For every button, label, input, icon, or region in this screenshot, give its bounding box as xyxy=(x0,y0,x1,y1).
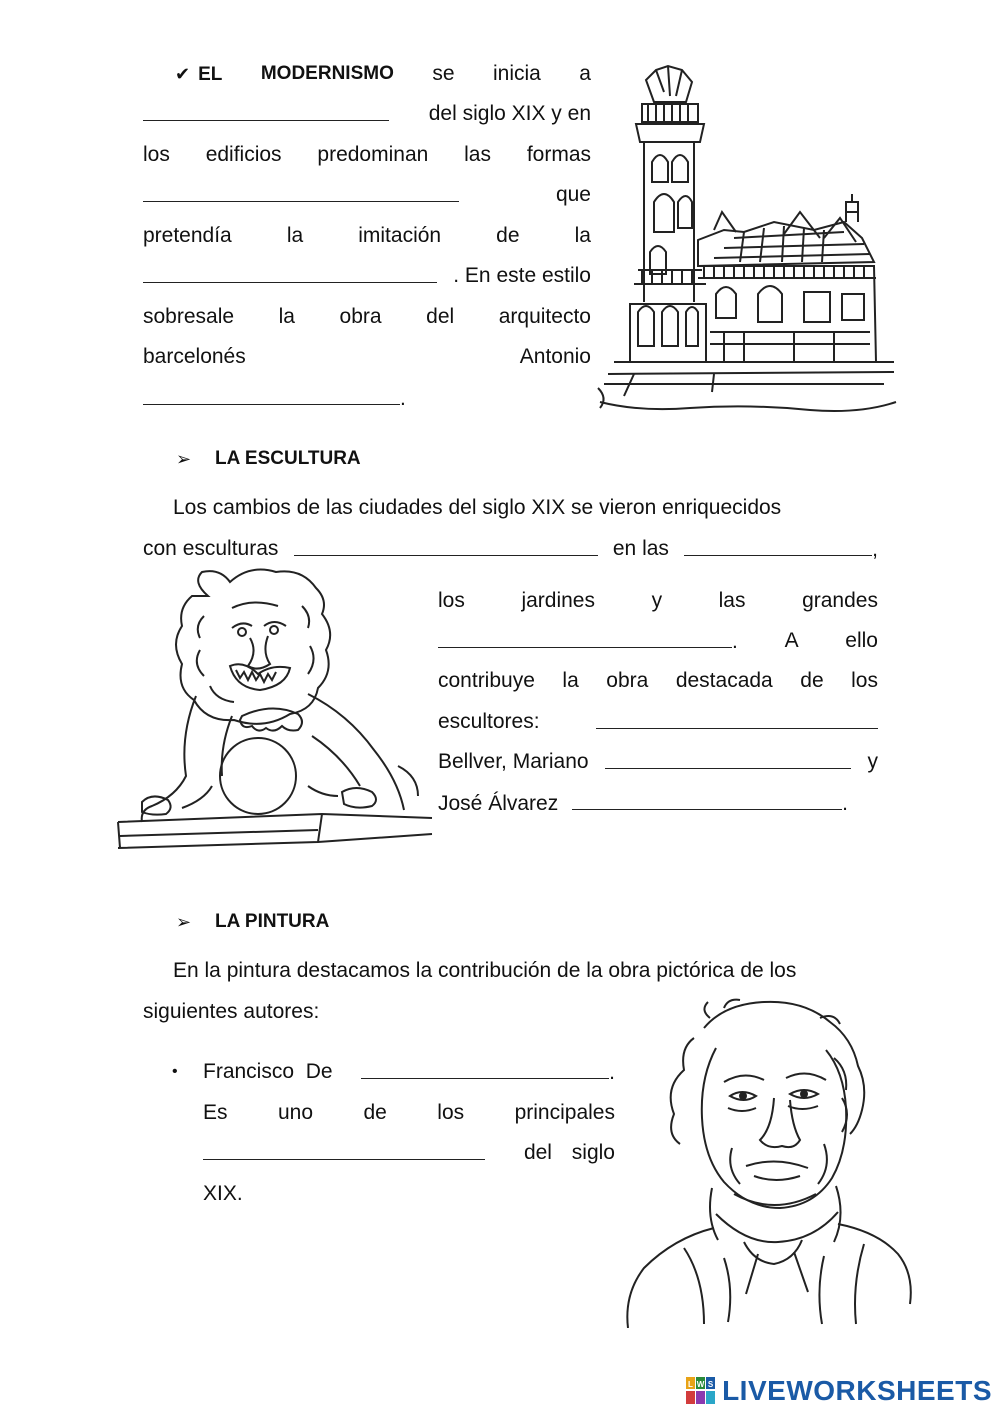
text: . xyxy=(732,630,738,653)
word: los xyxy=(438,589,465,612)
word: contribuye xyxy=(438,669,535,692)
blank-input-8[interactable] xyxy=(596,710,878,729)
blank-input-3[interactable] xyxy=(143,264,437,283)
word: obra xyxy=(339,305,382,328)
word: Es xyxy=(203,1101,228,1124)
pintura-bullet-line-4: XIX. xyxy=(203,1182,243,1205)
text: . xyxy=(400,387,406,410)
escultura-right-line-2 xyxy=(438,629,878,654)
word: pretendía xyxy=(143,224,232,247)
word: destacada xyxy=(675,669,773,692)
liveworksheets-logo xyxy=(686,1375,992,1407)
blank-input-12[interactable] xyxy=(203,1141,485,1160)
word: las xyxy=(464,143,491,166)
word: la xyxy=(562,669,579,692)
arrow-icon: ➢ xyxy=(176,912,192,932)
pintura-paragraph-line-1: En la pintura destacamos la contribución de la obra pictórica de los xyxy=(173,959,797,982)
modernismo-line-6 xyxy=(143,264,591,288)
escultura-right-line-4 xyxy=(438,710,878,734)
pintura-bullet-line-1 xyxy=(203,1060,615,1085)
word: sobresale xyxy=(143,305,235,328)
modernismo-line-3 xyxy=(143,143,591,167)
text: José Álvarez xyxy=(438,792,559,815)
word: los xyxy=(437,1101,465,1124)
word: del xyxy=(426,305,455,328)
word: los xyxy=(143,143,170,166)
modernismo-line-4 xyxy=(143,183,591,207)
text: con esculturas xyxy=(143,537,279,560)
arrow-icon: ➢ xyxy=(176,449,192,469)
text: en las xyxy=(612,537,669,560)
word: edificios xyxy=(205,143,282,166)
logo-letter: W xyxy=(696,1380,705,1389)
text: . En este estilo xyxy=(453,264,591,287)
check-icon: ✔ xyxy=(175,64,191,84)
word: los xyxy=(851,669,878,692)
blank-input-10[interactable] xyxy=(572,791,842,810)
text: del siglo XIX y en xyxy=(428,102,591,125)
pintura-bullet-line-3 xyxy=(203,1141,615,1165)
word: obra xyxy=(606,669,649,692)
escultura-right-line-1 xyxy=(438,589,878,613)
text: del siglo xyxy=(523,1141,615,1164)
blank-input-1[interactable] xyxy=(143,102,389,121)
word: de xyxy=(496,224,520,247)
word: ello xyxy=(845,629,878,652)
blank-input-6[interactable] xyxy=(684,537,872,556)
modernismo-line-8 xyxy=(143,345,591,369)
lion-sculpture-illustration xyxy=(112,566,436,852)
word: predominan xyxy=(317,143,429,166)
word: imitación xyxy=(358,224,442,247)
text: Francisco De xyxy=(203,1060,333,1083)
escultura-right-line-6 xyxy=(438,791,848,816)
word: la xyxy=(278,305,295,328)
escultura-right-line-5 xyxy=(438,750,878,774)
escultura-paragraph-line-2 xyxy=(143,537,878,562)
escultura-paragraph-line-1: Los cambios de las ciudades del siglo XIX se vieron enriquecidos xyxy=(173,496,782,519)
blank-input-2[interactable] xyxy=(143,183,459,202)
logo-letter: S xyxy=(707,1380,714,1389)
word: Antonio xyxy=(519,345,591,368)
modernismo-title: MODERNISMO xyxy=(260,63,394,84)
blank-input-7[interactable] xyxy=(438,629,732,648)
modernismo-line-5 xyxy=(143,224,591,248)
word: de xyxy=(800,669,824,692)
escultura-right-line-3 xyxy=(438,669,878,693)
modernismo-line-2 xyxy=(143,102,591,126)
logo-letter: L xyxy=(688,1380,694,1389)
text: y xyxy=(867,750,878,773)
section-heading-escultura: LA ESCULTURA xyxy=(215,448,361,469)
bullet-icon: • xyxy=(172,1063,178,1080)
word: formas xyxy=(526,143,591,166)
word: la xyxy=(286,224,304,247)
section-heading-pintura: LA PINTURA xyxy=(215,911,330,932)
word: uno xyxy=(277,1101,314,1124)
word: y xyxy=(651,589,663,612)
pintura-bullet-line-2 xyxy=(203,1101,615,1125)
el-label: EL xyxy=(198,64,223,85)
modernismo-line-7 xyxy=(143,305,591,329)
liveworksheets-logo-icon xyxy=(686,1377,716,1405)
blank-input-5[interactable] xyxy=(294,537,598,556)
pintura-paragraph-line-2: siguientes autores: xyxy=(143,1000,320,1023)
text: . xyxy=(609,1061,615,1084)
word: la xyxy=(574,224,591,247)
word: se xyxy=(432,62,455,85)
word: jardines xyxy=(521,589,595,612)
word: barcelonés xyxy=(143,345,246,368)
modernismo-line-1 xyxy=(175,62,591,87)
word: de xyxy=(363,1101,387,1124)
text: . xyxy=(842,792,848,815)
text: escultores: xyxy=(438,710,540,733)
word: que xyxy=(555,183,591,206)
word: principales xyxy=(514,1101,615,1124)
blank-input-11[interactable] xyxy=(361,1060,609,1079)
goya-portrait-illustration xyxy=(624,998,914,1328)
word: a xyxy=(579,62,591,85)
blank-input-4[interactable] xyxy=(143,386,400,405)
liveworksheets-logo-text: LIVEWORKSHEETS xyxy=(722,1375,992,1406)
word: A xyxy=(784,629,799,652)
text: Bellver, Mariano xyxy=(438,750,589,773)
castle-illustration xyxy=(594,62,898,416)
word: grandes xyxy=(802,589,878,612)
blank-input-9[interactable] xyxy=(605,750,851,769)
text: , xyxy=(872,538,878,561)
modernismo-line-9 xyxy=(143,386,406,411)
word: inicia xyxy=(492,62,541,85)
word: arquitecto xyxy=(498,305,591,328)
word: las xyxy=(718,589,746,612)
